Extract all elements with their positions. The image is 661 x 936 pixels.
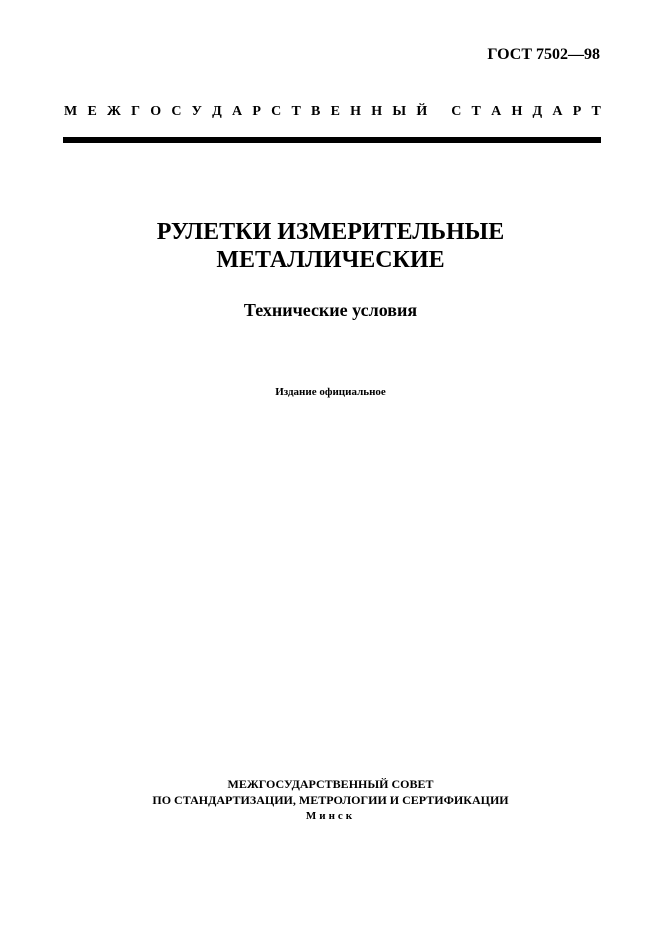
publisher-line-2: ПО СТАНДАРТИЗАЦИИ, МЕТРОЛОГИИ И СЕРТИФИКАЦИИ [152, 793, 509, 807]
publisher-city: Минск [305, 810, 356, 822]
heading-letter: Р [572, 104, 582, 119]
heading-letter: Т [471, 104, 481, 119]
heading-letter: Й [416, 104, 428, 119]
heading-letter: А [491, 104, 502, 119]
heading-letter: У [191, 104, 202, 119]
header-rule [63, 137, 601, 143]
document-subtitle: Технические условия [243, 300, 418, 320]
title-line-1: РУЛЕТКИ ИЗМЕРИТЕЛЬНЫЕ [156, 219, 505, 245]
heading-letter: А [232, 104, 243, 119]
heading-letter: Г [131, 104, 140, 119]
heading-letter: С [451, 104, 462, 119]
word-gap [437, 104, 441, 120]
heading-letter: М [64, 104, 78, 119]
heading-letter: Д [532, 104, 543, 119]
heading-letter: Т [291, 104, 301, 119]
heading-letter: О [150, 104, 162, 119]
heading-letter: Ы [392, 104, 407, 119]
heading-letter: В [311, 104, 321, 119]
standard-type-heading [64, 104, 601, 120]
heading-letter: С [171, 104, 182, 119]
heading-letter: Е [330, 104, 340, 119]
heading-letter: Р [252, 104, 261, 119]
edition-note: Издание официальное [275, 386, 386, 398]
heading-letter: Н [350, 104, 362, 119]
heading-letter: Н [371, 104, 383, 119]
heading-letter: Н [511, 104, 523, 119]
publisher-block [0, 776, 661, 824]
heading-letter: А [552, 104, 563, 119]
heading-letter: Ж [107, 104, 121, 119]
publisher-line-1: МЕЖГОСУДАРСТВЕННЫЙ СОВЕТ [227, 777, 434, 791]
document-code: ГОСТ 7502—98 [487, 46, 600, 63]
heading-letter: Е [87, 104, 97, 119]
heading-letter: Д [212, 104, 222, 119]
document-title [0, 218, 661, 274]
heading-letter: С [271, 104, 282, 119]
title-line-2: МЕТАЛЛИЧЕСКИЕ [216, 247, 445, 273]
heading-letter: Т [591, 104, 601, 119]
